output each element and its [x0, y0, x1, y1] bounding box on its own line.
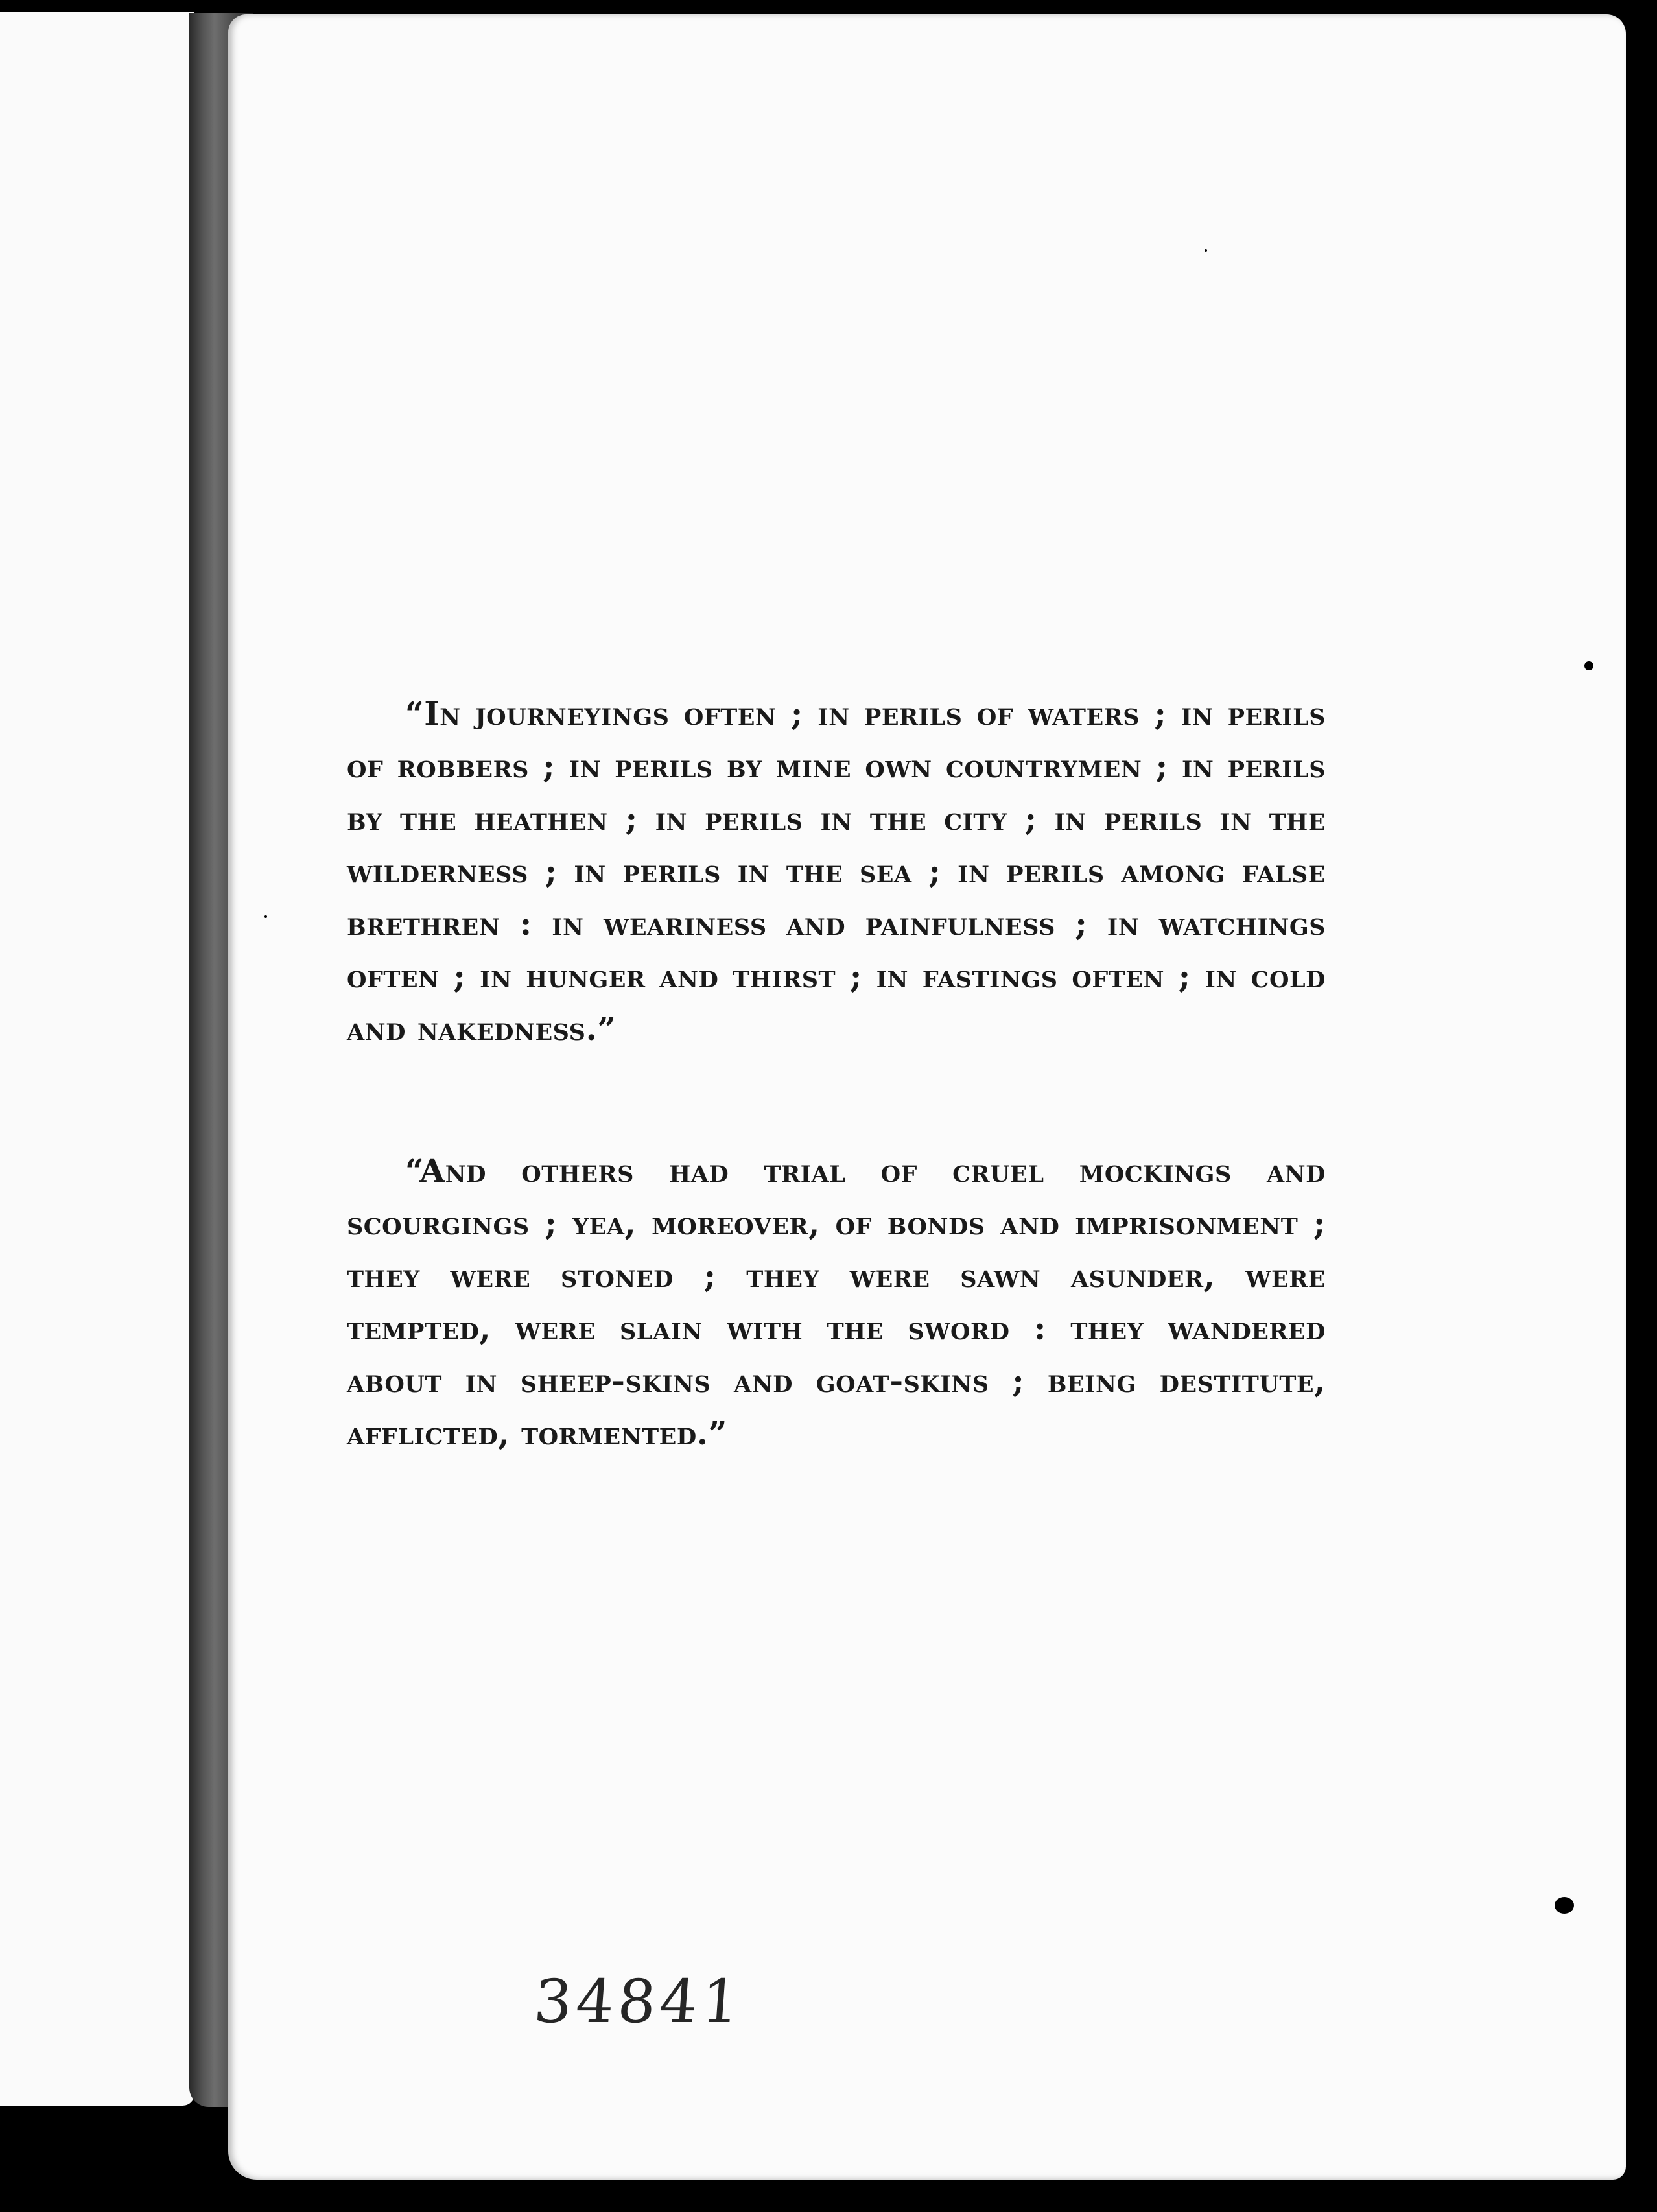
book-page — [228, 14, 1626, 2180]
scan-speck — [1205, 249, 1207, 252]
scan-speck — [1584, 661, 1593, 670]
scan-speck — [264, 915, 267, 918]
epigraph-passage-2: “And others had trial of cruel mockings and scourgings ; yea, moreover, of bonds and imprisonment ; they were stoned ; they were sawn asunder, were tempted, were slain with the sword : they wandered about in sheep-skins and goat-skins ; being destitute, afflicted, tormented.” — [347, 1151, 1326, 1452]
stamped-accession-number: 34841 — [532, 1967, 746, 2036]
epigraph-passage-1: “In journeyings often ; in perils of waters ; in perils of robbers ; in perils by mine own countrymen ; in perils by the heathen ; in perils in the city ; in perils in the wilderness ; in perils in the sea ; in perils among false brethren : in weariness and painfulness ; in watchings often ; in hunger and thirst ; in fastings often ; in cold and nakedness.” — [347, 694, 1326, 1048]
scan-speck — [1555, 1897, 1574, 1914]
left-facing-page — [0, 12, 194, 2106]
